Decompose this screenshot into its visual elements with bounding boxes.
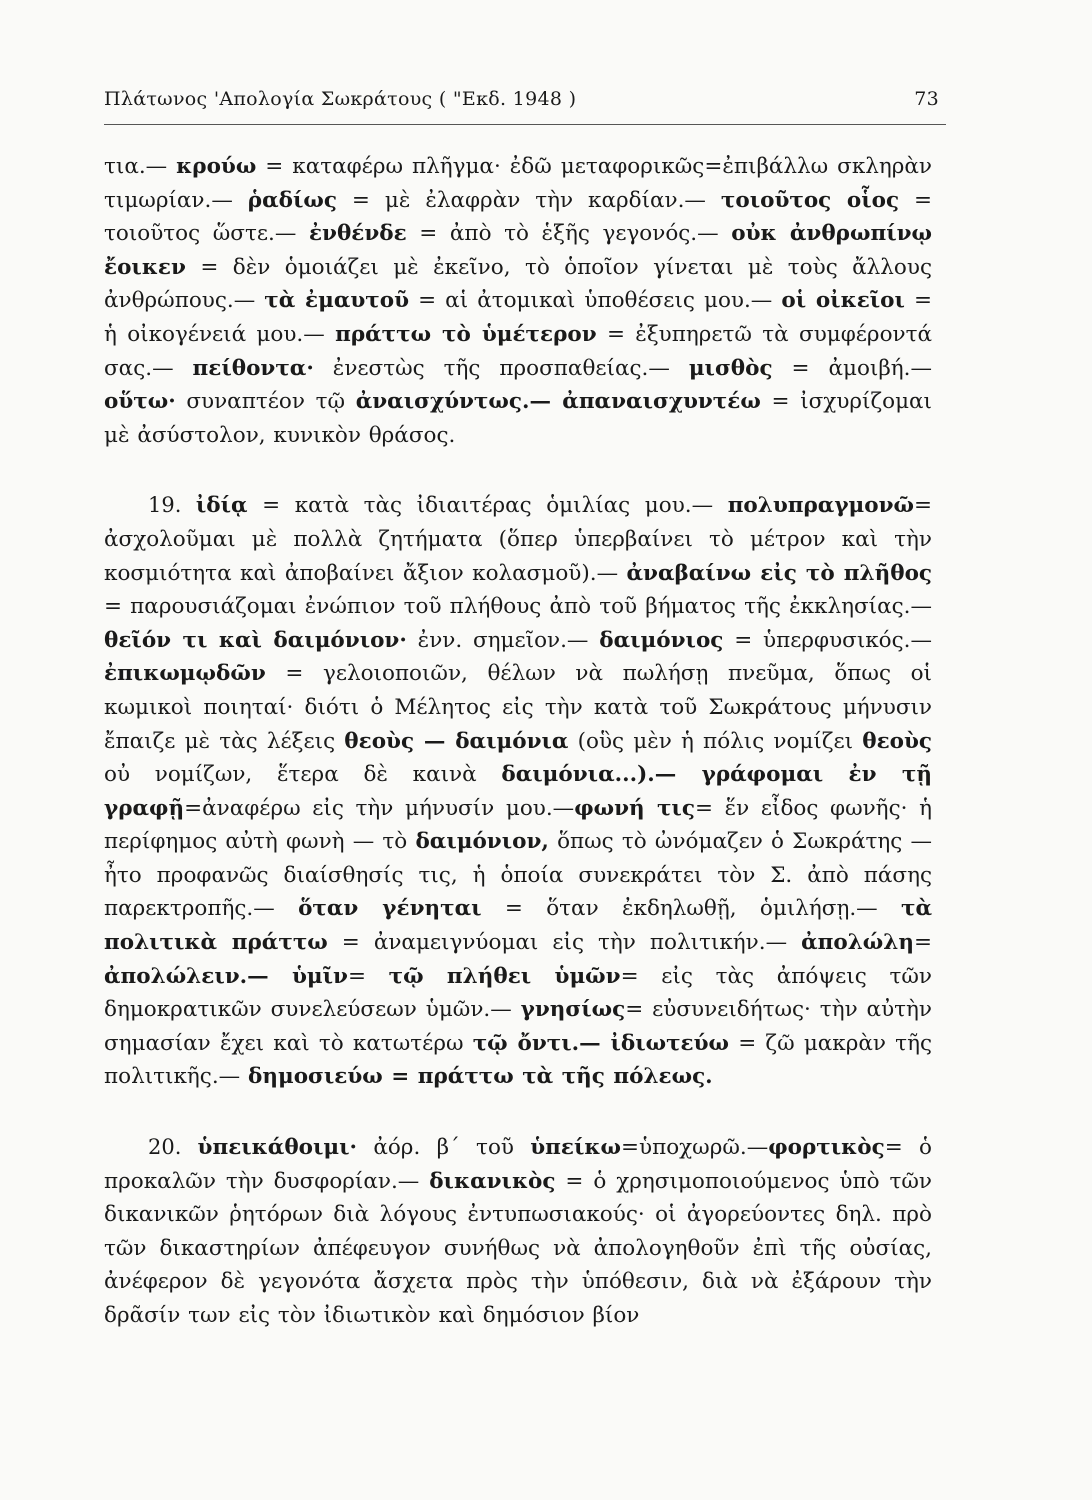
lemma-term: ἀναβαίνω εἰς τὸ πλῆθος xyxy=(626,560,932,586)
lemma-term: δαιμόνιος xyxy=(599,627,724,653)
gloss-text: = παρουσιάζομαι ἐνώπιον τοῦ πλήθους ἀπὸ τοῦ βήματος τῆς ἐκκλησίας.— xyxy=(104,594,932,620)
gloss-text: = αἱ ἀτομικαὶ ὑποθέσεις μου.— xyxy=(409,288,782,314)
paragraph-number: 20. xyxy=(148,1135,198,1160)
lemma-term: δημοσιεύω = πράττω τὰ τῆς πόλεως. xyxy=(247,1064,713,1090)
gloss-text: συναπτέον τῷ xyxy=(175,389,356,415)
gloss-text: ὅπως τὸ ὠνόμαζεν ὁ Σωκράτης — ἦτο προφανῶς διαίσθησίς τις, ἡ ὁποία συνεκράτει τὸν Σ. ἀπὸ πάσης παρεκτροπῆς.— xyxy=(104,829,932,922)
gloss-text: = ἀσχολοῦμαι μὲ πολλὰ ζητήματα (ὅπερ ὑπερβαίνει τὸ μέτρον καὶ τὴν κοσμιότητα καὶ ἀποβαίνει ἄξιον κολασμοῦ).— xyxy=(104,493,933,586)
lemma-term: δικανικὸς xyxy=(429,1168,556,1194)
gloss-text: = ἕν εἶδος φωνῆς· ἡ περίφημος αὐτὴ φωνὴ — τὸ xyxy=(104,795,932,855)
lemma-term: τοιοῦτος οἷος xyxy=(720,187,900,213)
lemma-term: ὅταν γένηται xyxy=(298,896,482,922)
lemma-term: φορτικὸς xyxy=(768,1135,885,1161)
lemma-term: ἀναισχύντως.— ἀπαναισχυντέω xyxy=(355,389,761,415)
lemma-term: τῷ πλήθει ὑμῶν xyxy=(388,963,621,989)
gloss-text: = ἐξυπηρετῶ τὰ συμφέροντά σας.— xyxy=(104,321,933,381)
gloss-text: = xyxy=(913,930,932,956)
lemma-term: ἰδίᾳ xyxy=(195,493,248,519)
lemma-term: ἐνθένδε xyxy=(308,221,407,247)
gloss-text: =ἀναφέρω εἰς τὴν μήνυσίν μου.— xyxy=(184,795,575,821)
paragraph-number: 19. xyxy=(148,493,196,518)
gloss-text: = xyxy=(347,963,389,989)
lemma-term: κρούω xyxy=(176,154,257,179)
gloss-text: τια.— xyxy=(104,154,177,179)
gloss-text: = ἀμοιβή.— xyxy=(772,355,933,381)
gloss-text: = τοιοῦτος ὥστε.— xyxy=(104,187,933,247)
lemma-term: οὐκ ἀνθρωπίνῳ ἔοικεν xyxy=(104,221,932,280)
lemma-term: μισθὸς xyxy=(688,355,773,381)
header-rule xyxy=(104,124,946,125)
gloss-text: (οὓς μὲν ἡ πόλις νομίζει xyxy=(568,728,863,754)
lemma-term: ἐπικωμῳδῶν xyxy=(104,661,266,687)
lemma-term: ὑπεικάθοιμι· xyxy=(197,1135,358,1161)
running-header xyxy=(104,88,939,110)
gloss-text: ἐνν. σημεῖον.— xyxy=(406,627,600,653)
gloss-text: = δὲν ὁμοιάζει μὲ ἐκεῖνο, τὸ ὁποῖον γίνεται μὲ τοὺς ἄλλους ἀνθρώπους.— xyxy=(104,254,932,314)
gloss-text: = ὁ προκαλῶν τὴν δυσφορίαν.— xyxy=(104,1135,932,1194)
lemma-term: ῥαδίως xyxy=(247,187,337,213)
lemma-term: ὑπείκω xyxy=(530,1135,621,1161)
paragraph-18-continued xyxy=(104,150,932,452)
gloss-text: = ἀναμειγνύομαι εἰς τὴν πολιτικήν.— xyxy=(327,930,802,956)
gloss-text: = κατὰ τὰς ἰδιαιτέρας ὁμιλίας μου.— xyxy=(247,493,728,519)
lemma-term: φωνή τις xyxy=(574,795,695,821)
gloss-text: = καταφέρω πλῆγμα· ἐδῶ μεταφορικῶς=ἐπιβάλλω σκληρὰν τιμωρίαν.— xyxy=(104,154,932,213)
lemma-term: τῷ ὄντι.— ἰδιωτεύω xyxy=(472,1030,730,1056)
gloss-text: = ὁ χρησιμοποιούμενος ὑπὸ τῶν δικανικῶν ῥητόρων διὰ λόγους ἐντυπωσιακούς· οἱ ἀγορεύοντες δηλ. πρὸ τῶν δικαστηρίων ἀπέφευγον συνήθως νὰ ἀπολογηθοῦν ἐπὶ τῆς οὐσίας, ἀνέφερον δὲ γεγονότα ἄσχετα πρὸς τὴν ὑπόθεσιν, διὰ νὰ ἐξάρουν τὴν δρᾶσίν των εἰς τὸν ἰδιωτικὸν καὶ δημόσιον βίον xyxy=(104,1168,932,1328)
lemma-term: πείθοντα· xyxy=(192,355,314,381)
lemma-term: πράττω τὸ ὑμέτερον xyxy=(335,321,597,347)
gloss-text: = μὲ ἐλαφρὰν τὴν καρδίαν.— xyxy=(336,187,721,213)
gloss-text: = εὐσυνειδήτως· τὴν αὐτὴν σημασίαν ἔχει καὶ τὸ κατωτέρω xyxy=(104,997,932,1056)
gloss-text: = ἰσχυρίζομαι μὲ ἀσύστολον, κυνικὸν θράσος. xyxy=(104,389,932,448)
header-title: Πλάτωνος 'Απολογία Σωκράτους ( "Εκδ. 1948 ) xyxy=(104,88,577,110)
page-number: 73 xyxy=(914,88,939,110)
lemma-term: οἱ οἰκεῖοι xyxy=(781,288,905,314)
lemma-term: οὕτω· xyxy=(104,389,176,415)
lemma-term: τὰ πολιτικὰ πράττω xyxy=(104,896,932,956)
lemma-term: δαιμόνιον, xyxy=(415,829,549,855)
gloss-text: = ὑπερφυσικός.— xyxy=(723,627,933,653)
lemma-term: θεῖόν τι καὶ δαιμόνιον· xyxy=(104,627,407,653)
gloss-text: ἐνεστὼς τῆς προσπαθείας.— xyxy=(313,355,689,381)
gloss-text: ἀόρ. β΄ τοῦ xyxy=(357,1135,531,1161)
paragraph-20 xyxy=(104,1131,932,1333)
gloss-text: =ὑποχωρῶ.— xyxy=(620,1135,769,1161)
page-body xyxy=(104,142,932,1333)
lemma-term: ἀπολώλη xyxy=(801,930,914,956)
gloss-text: οὐ νομίζων, ἕτερα δὲ καινὰ xyxy=(104,762,502,788)
gloss-text: = ζῶ μακρὰν τῆς πολιτικῆς.— xyxy=(104,1030,932,1090)
lemma-term: δαιμόνια...).— γράφομαι ἐν τῇ γραφῇ xyxy=(104,762,932,821)
lemma-term: ἀπολώλειν.— ὑμῖν xyxy=(104,963,348,989)
lemma-term: τὰ ἐμαυτοῦ xyxy=(264,288,410,314)
lemma-term: θεοὺς — δαιμόνια xyxy=(344,728,569,754)
gloss-text: = ἀπὸ τὸ ἑξῆς γεγονός.— xyxy=(406,221,732,247)
gloss-text: = ὅταν ἐκδηλωθῇ, ὁμιλήσῃ.— xyxy=(481,896,901,922)
lemma-term: γνησίως xyxy=(520,997,626,1023)
gloss-text: = εἰς τὰς ἀπόψεις τῶν δημοκρατικῶν συνελεύσεων ὑμῶν.— xyxy=(104,963,932,1023)
lemma-term: θεοὺς xyxy=(862,728,932,754)
gloss-text: = ἡ οἰκογένειά μου.— xyxy=(104,288,933,347)
paragraph-19 xyxy=(104,489,932,1094)
lemma-term: πολυπραγμονῶ xyxy=(727,493,914,519)
gloss-text: = γελοιοποιῶν, θέλων νὰ πωλήσῃ πνεῦμα, ὅπως οἱ κωμικοὶ ποιηταί· διότι ὁ Μέλητος εἰς τὴν κατὰ τοῦ Σωκράτους μήνυσιν ἔπαιζε μὲ τὰς λέξεις xyxy=(104,661,932,754)
